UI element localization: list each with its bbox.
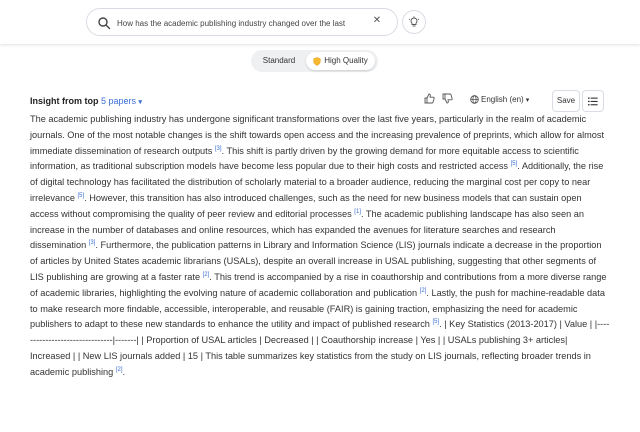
chevron-down-icon: ▾	[525, 96, 530, 104]
list-view-button[interactable]	[582, 90, 604, 112]
insight-prefix: Insight from top	[30, 96, 101, 106]
citation-link[interactable]: [3]	[88, 240, 96, 247]
high-quality-label: High Quality	[324, 56, 368, 65]
thumbs-up-icon[interactable]	[424, 93, 435, 104]
save-button[interactable]: Save	[552, 90, 580, 112]
lightbulb-button[interactable]	[402, 10, 426, 34]
language-label: English (en)	[481, 95, 524, 104]
answer-segment: . This trend is accompanied by a rise in coauthorship and contributions from a more diverse range of academic libraries, highlighting the evolving nature of academic collaboration and publication	[30, 271, 607, 298]
language-selector[interactable]	[470, 95, 529, 104]
citation-link[interactable]: [2]	[115, 366, 123, 373]
high-quality-mode-button[interactable]	[306, 52, 375, 70]
thumbs-down-icon[interactable]	[442, 93, 453, 104]
answer-segment: . This shift is partly driven by the growing demand for more equitable access to scientific information, as traditional subscription models have become less popular due to their high costs and restricted access	[30, 145, 579, 172]
citation-link[interactable]: [5]	[510, 161, 518, 168]
citation-link[interactable]: [1]	[354, 208, 361, 215]
answer-text	[30, 112, 610, 381]
answer-segment: . However, this transition has also introduced challenges, such as the need for new business models that can sustain open access without compromising the quality of peer review and editorial processes	[30, 192, 582, 219]
search-box[interactable]	[86, 8, 398, 36]
papers-dropdown[interactable]: 5 papers	[101, 96, 137, 106]
search-input[interactable]	[117, 13, 345, 33]
answer-segment: . Lastly, the push for machine-readable data to make research more findable, accessible, interoperable, and reusable (FAIR) is gaining traction, emphasizing the need for academic publishers to adapt to these new standards to enhance the utility and impact of published research	[30, 287, 605, 330]
citation-link[interactable]: [5]	[77, 192, 85, 199]
mode-toggle	[251, 50, 378, 72]
citation-link[interactable]: [2]	[419, 287, 427, 294]
insight-heading	[30, 96, 142, 106]
clear-search-button[interactable]	[370, 14, 384, 28]
standard-mode-button[interactable]: Standard	[262, 56, 296, 65]
answer-segment: . Furthermore, the publication patterns in Library and Information Science (LIS) journals indicate a decrease in the proportion of articles by United States academic librarians (USALs), despite an overall increase in USAL publishing, suggesting that other segments of LIS publishing are growing at a faster rate	[30, 240, 602, 282]
lightbulb-icon	[408, 16, 420, 28]
citation-link[interactable]: [3]	[214, 145, 222, 152]
citation-link[interactable]: [5]	[432, 319, 440, 326]
chevron-down-icon[interactable]: ▾	[138, 99, 143, 106]
shield-icon	[313, 57, 321, 66]
answer-segment: . The academic publishing landscape has also seen an increase in the number of databases and online resources, which has expanded the avenues for literature searches and research dissemination	[30, 208, 584, 251]
search-icon	[97, 16, 111, 30]
list-icon	[588, 97, 598, 106]
citation-link[interactable]: [2]	[202, 271, 210, 278]
close-icon: ✕	[372, 15, 382, 26]
globe-icon	[470, 95, 479, 104]
answer-segment: The academic publishing industry has undergone significant transformations over the last five years, particularly in the realm of academic journals. One of the most notable changes is the shift towards open access and the increasing prevalence of preprints, which allow for almost immediate dissemination of research outputs	[30, 114, 605, 156]
answer-segment: . | Key Statistics (2013-2017) | Value | |-------------------------------|-------| | Proportion of USAL articles | Decreased | | Coauthorship increase | Yes | | USALs publishing 3+ articles| Increased | | New LIS journals added | 15 | This table summarizes key statistics from the study on LIS journals, reflecting broader trends in academic publishing	[30, 319, 610, 377]
top-bar	[0, 0, 640, 44]
answer-segment: .	[122, 366, 126, 377]
answer-segment: . Additionally, the rise of digital technology has facilitated the distribution of scholarly material to a broader audience, reducing the marginal cost per copy to near irrelevance	[30, 161, 604, 203]
